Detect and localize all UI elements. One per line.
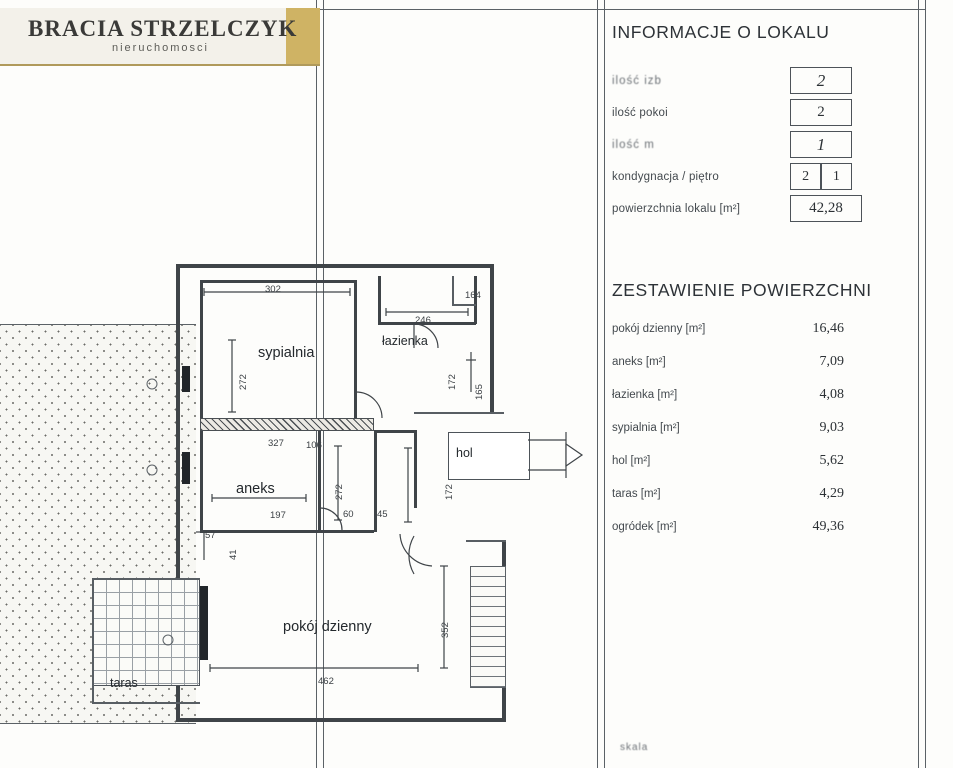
dim-hol-height: 172 <box>444 484 455 500</box>
dim-sypialnia-height: 272 <box>238 374 249 390</box>
info-panel-title: INFORMACJE O LOKALU <box>612 22 830 42</box>
dim-lazienka-width: 246 <box>415 315 431 326</box>
summary-name-ogrodek: ogródek [m²] <box>612 521 677 533</box>
dim-hol-small-1: 60 <box>343 509 354 520</box>
summary-name-lazienka: łazienka [m²] <box>612 389 678 401</box>
frame-line-middle-inner <box>604 0 605 768</box>
summary-value-pokoj-dzienny: 16,46 <box>812 321 844 336</box>
window-mark-left-lower <box>182 452 190 484</box>
taras-left-edge <box>92 578 94 704</box>
room-label-taras: taras <box>110 676 138 690</box>
dim-sypialnia-width: 302 <box>265 284 281 295</box>
room-label-pokoj-dzienny: pokój dzienny <box>283 619 372 635</box>
watermark <box>0 8 320 64</box>
dim-aneks-width: 197 <box>270 510 286 521</box>
wall-hol-right <box>414 430 417 508</box>
info-label-kondygnacja: kondygnacja / piętro <box>612 171 719 183</box>
room-label-aneks: aneks <box>236 481 275 497</box>
dim-lazienka-side: 165 <box>474 384 485 400</box>
wall-hol-upper <box>354 390 357 418</box>
summary-row-ogrodek <box>612 519 912 552</box>
summary-name-taras: taras [m²] <box>612 488 661 500</box>
info-label-powierzchnia: powierzchnia lokalu [m²] <box>612 203 741 215</box>
info-panel-rows <box>612 65 912 225</box>
summary-row-aneks <box>612 354 912 387</box>
dim-aneks-mid: 327 <box>268 438 284 449</box>
summary-value-ogrodek: 49,36 <box>812 519 844 534</box>
dim-pokoj-height: 352 <box>440 622 451 638</box>
summary-row-hol <box>612 453 912 486</box>
dim-left-tiny: 41 <box>228 549 239 560</box>
dim-lazienka-small: 172 <box>447 374 458 390</box>
wall-aneks-left <box>200 430 203 532</box>
wall-right-step <box>414 412 504 414</box>
summary-value-aneks: 7,09 <box>819 354 844 369</box>
dim-hol-small-2: 45 <box>377 509 388 520</box>
dim-pokoj-width: 462 <box>318 676 334 687</box>
info-value-pokoje: 2 <box>790 99 852 126</box>
taras-bottom-edge <box>92 702 200 704</box>
info-label-m: ilość m <box>612 139 655 151</box>
info-row-powierzchnia <box>612 193 912 225</box>
info-value-kondygnacja-left: 2 <box>802 168 810 184</box>
wall-hatch-strip <box>200 418 374 431</box>
wall-right-step-lower <box>466 540 506 542</box>
info-value-izby <box>790 67 852 94</box>
summary-row-lazienka <box>612 387 912 420</box>
window-mark-left-upper <box>182 366 190 392</box>
summary-value-sypialnia: 9,03 <box>819 420 844 435</box>
wall-hol-top <box>374 430 416 433</box>
info-value-kondygnacja-right: 1 <box>832 168 840 184</box>
dim-lazienka-niche: 164 <box>465 290 481 301</box>
info-label-pokoje: ilość pokoi <box>612 107 668 119</box>
summary-row-sypialnia <box>612 420 912 453</box>
info-label-izby: ilość izb <box>612 75 662 87</box>
info-row-pokoje <box>612 97 912 129</box>
wall-right-upper <box>490 264 494 414</box>
area-summary-list <box>612 321 912 552</box>
info-panel <box>612 22 912 225</box>
summary-value-hol: 5,62 <box>819 453 844 468</box>
summary-value-taras: 4,29 <box>819 486 844 501</box>
wall-bottom <box>176 718 506 722</box>
info-row-kondygnacja <box>612 161 912 193</box>
info-value-m <box>790 131 852 158</box>
wall-interior-sypialnia-left <box>200 280 203 418</box>
summary-name-sypialnia: sypialnia [m²] <box>612 422 680 434</box>
area-summary-title: ZESTAWIENIE POWIERZCHNI <box>612 280 872 300</box>
summary-name-hol: hol [m²] <box>612 455 651 467</box>
summary-row-taras <box>612 486 912 519</box>
taras-tiles <box>92 578 200 686</box>
frame-line-right-inner <box>925 0 926 768</box>
watermark-brand: BRACIA STRZELCZYK <box>28 16 298 41</box>
dim-left-small: 57 <box>205 530 216 541</box>
balustrade-strip <box>470 566 506 688</box>
watermark-subtitle: nieruchomosci <box>112 42 209 54</box>
wall-lazienka-niche <box>452 276 454 306</box>
room-label-hol: hol <box>456 446 473 460</box>
room-label-lazienka: łazienka <box>382 334 428 348</box>
dim-corner-small: 106 <box>306 440 322 451</box>
summary-row-pokoj-dzienny <box>612 321 912 354</box>
summary-name-pokoj-dzienny: pokój dzienny [m²] <box>612 323 706 335</box>
info-row-izby <box>612 65 912 97</box>
wall-interior-sypialnia-top <box>200 280 356 283</box>
info-value-powierzchnia: 42,28 <box>790 195 862 222</box>
frame-line-right-outer <box>918 0 919 768</box>
summary-value-lazienka: 4,08 <box>819 387 844 402</box>
wall-top <box>176 264 494 268</box>
bottom-note: skala <box>620 742 649 753</box>
info-value-kondygnacja <box>790 163 852 190</box>
room-label-sypialnia: sypialnia <box>258 345 315 361</box>
area-summary <box>612 280 912 552</box>
taras-top-edge <box>92 578 200 580</box>
wall-lazienka-left <box>378 276 381 324</box>
dim-aneks-height: 272 <box>334 484 345 500</box>
info-value-m-text: 1 <box>816 134 826 154</box>
wall-aneks-bottom <box>200 530 374 533</box>
info-value-izby-text: 2 <box>816 70 826 90</box>
info-row-m <box>612 129 912 161</box>
summary-name-aneks: aneks [m²] <box>612 356 666 368</box>
wall-lazienka-niche-bottom <box>452 304 476 306</box>
